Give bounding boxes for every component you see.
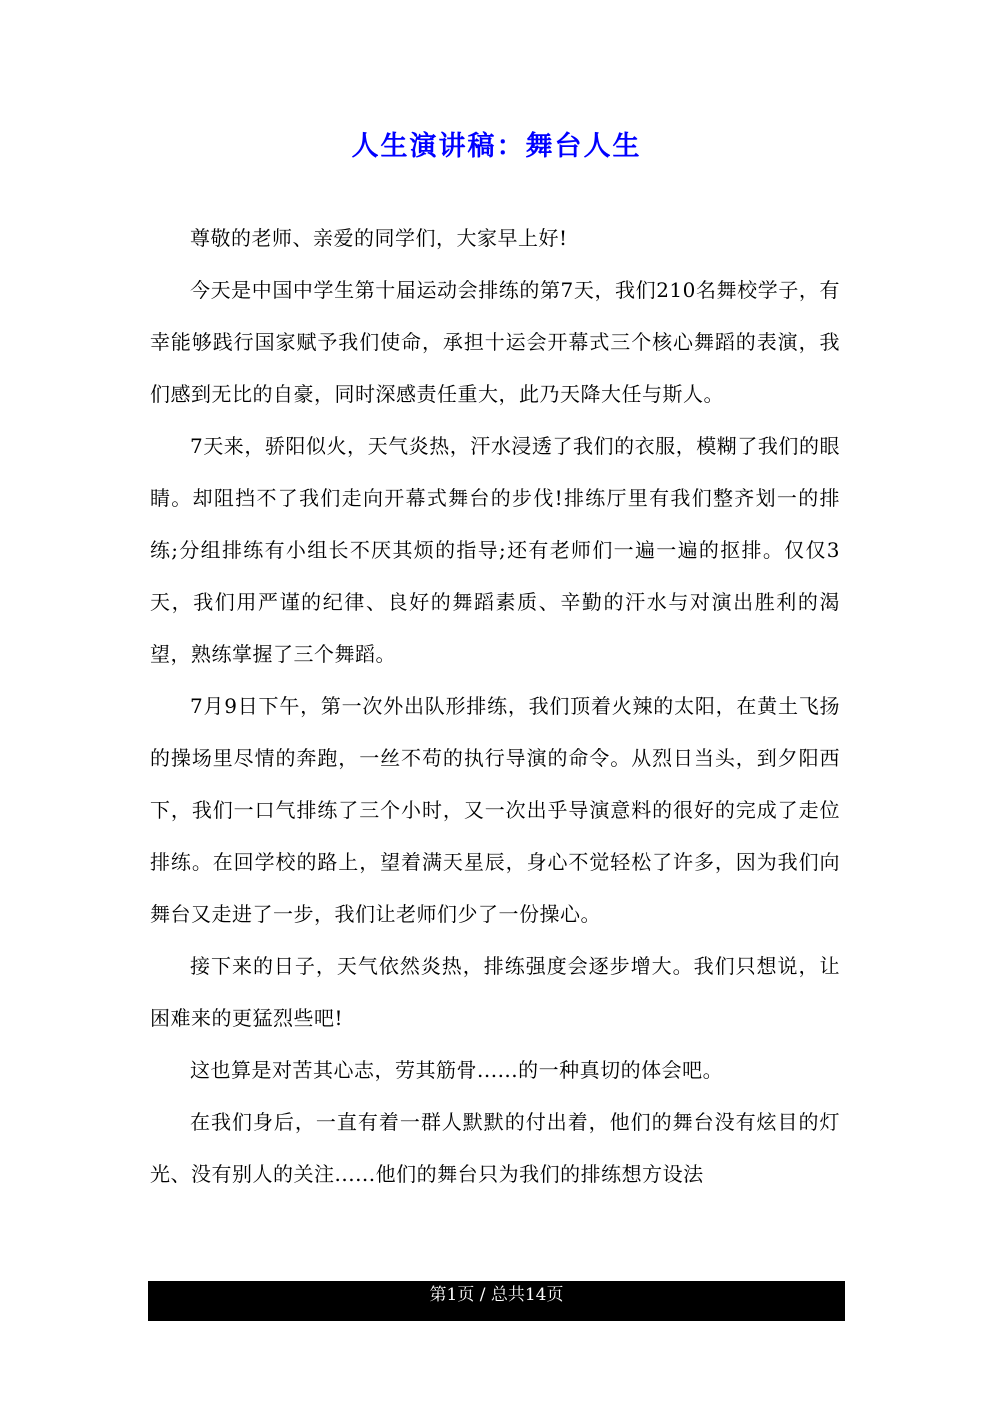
page-footer-bar (148, 1281, 845, 1321)
page-title: 人生演讲稿：舞台人生 (351, 131, 642, 162)
paragraph-3: 7天来，骄阳似火，天气炎热，汗水浸透了我们的衣服，模糊了我们的眼睛。却阻挡不了我们走向开幕式舞台的步伐!排练厅里有我们整齐划一的排练;分组排练有小组长不厌其烦的指导;还有老师们一遍一遍的抠排。仅仅3天，我们用严谨的纪律、良好的舞蹈素质、辛勤的汗水与对演出胜利的渴望，熟练掌握了三个舞蹈。 (150, 434, 840, 666)
page-indicator: 第1页 / 总共14页 (429, 1285, 564, 1305)
paragraph-greeting: 尊敬的老师、亲爱的同学们，大家早上好! (190, 226, 568, 250)
body-text (150, 212, 840, 1200)
paragraph-4: 7月9日下午，第一次外出队形排练，我们顶着火辣的太阳，在黄土飞扬的操场里尽情的奔跑，一丝不苟的执行导演的命令。从烈日当头，到夕阳西下，我们一口气排练了三个小时，又一次出乎导演意料的很好的完成了走位排练。在回学校的路上，望着满天星辰，身心不觉轻松了许多，因为我们向舞台又走进了一步，我们让老师们少了一份操心。 (150, 694, 840, 926)
paragraph-7: 在我们身后，一直有着一群人默默的付出着，他们的舞台没有炫目的灯光、没有别人的关注......他们的舞台只为我们的排练想方设法 (150, 1110, 840, 1186)
paragraph-2: 今天是中国中学生第十届运动会排练的第7天，我们210名舞校学子，有幸能够践行国家赋予我们使命，承担十运会开幕式三个核心舞蹈的表演，我们感到无比的自豪，同时深感责任重大，此乃天降大任与斯人。 (150, 278, 840, 406)
paragraph-5: 接下来的日子，天气依然炎热，排练强度会逐步增大。我们只想说，让困难来的更猛烈些吧! (150, 954, 840, 1030)
paragraph-6: 这也算是对苦其心志，劳其筋骨......的一种真切的体会吧。 (190, 1058, 724, 1082)
